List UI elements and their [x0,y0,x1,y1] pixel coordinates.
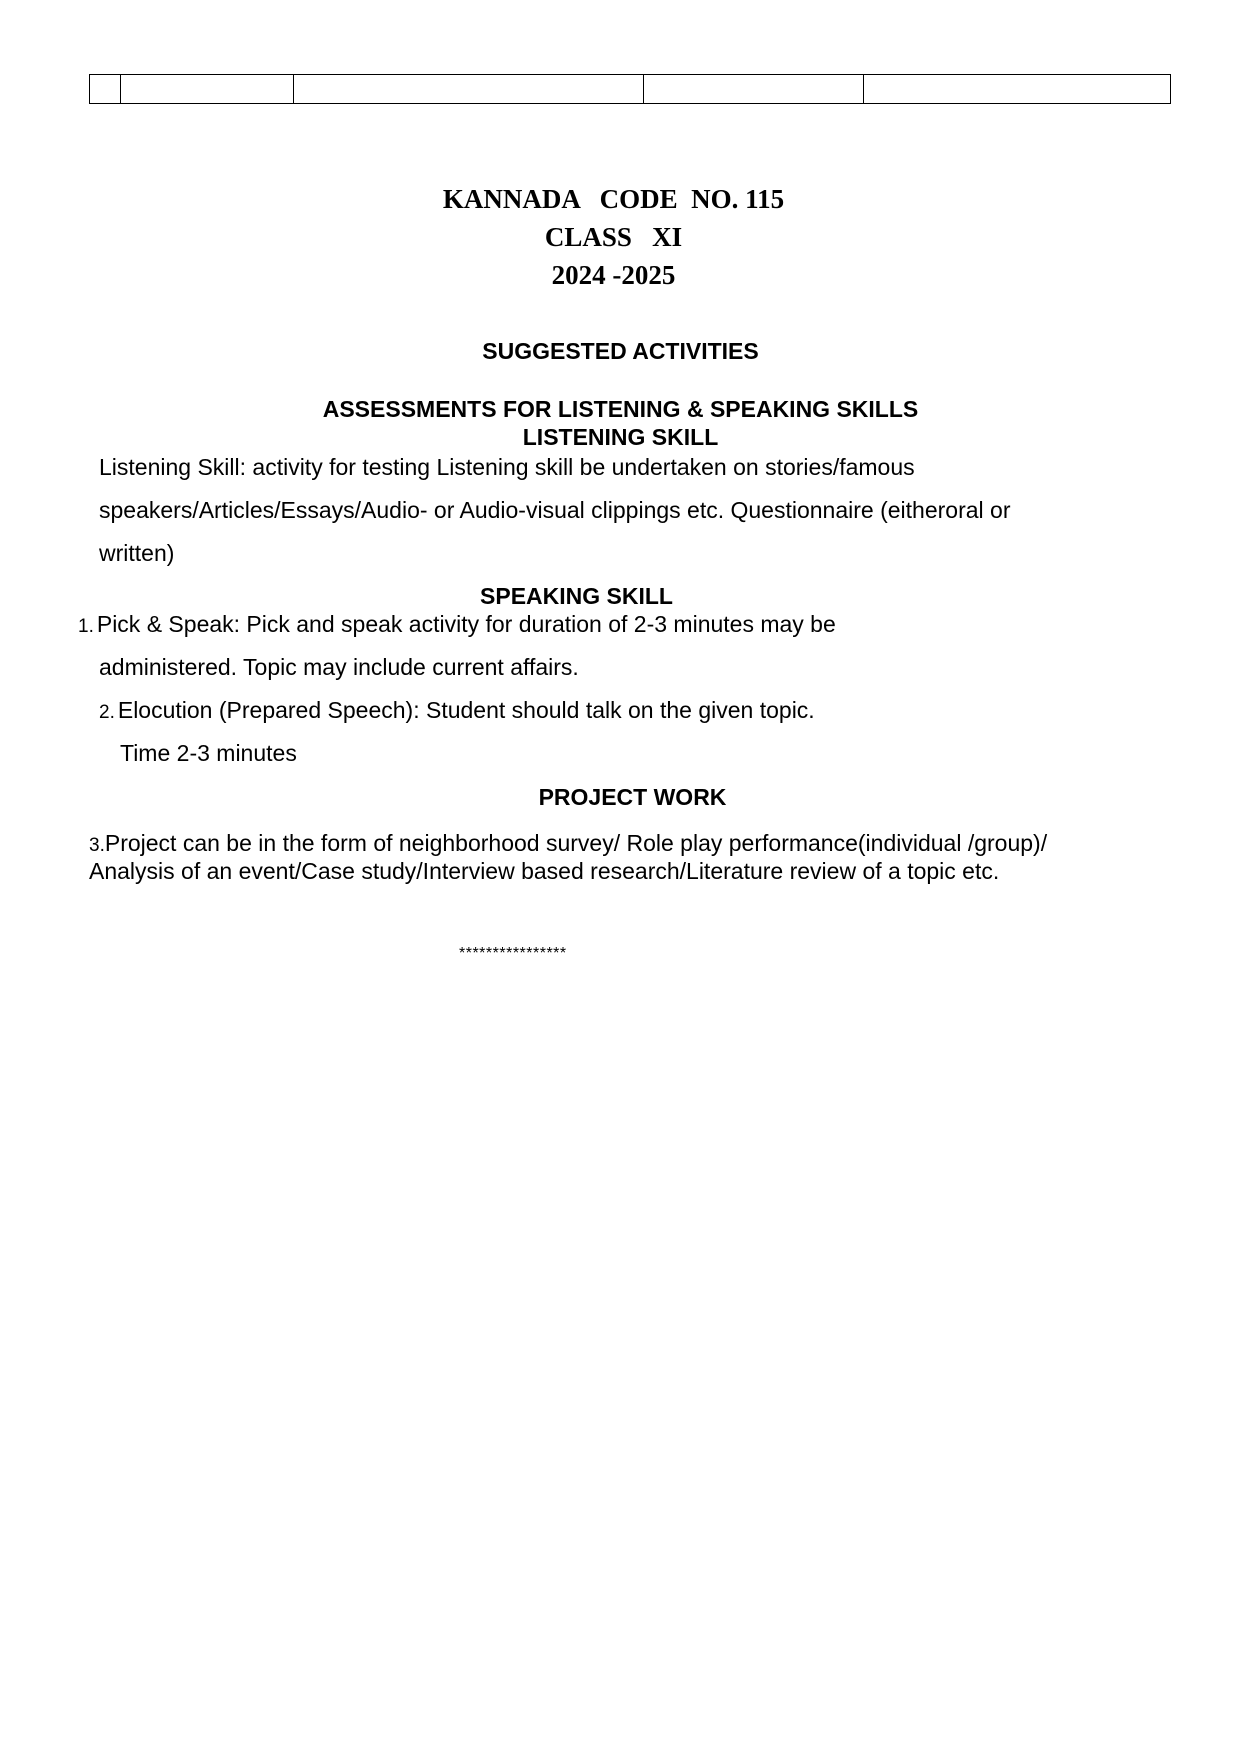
title-line-3: 2024 -2025 [551,260,676,290]
project-item-3-line-2: Analysis of an event/Case study/Interview based research/Literature review of a topic etc. [89,858,1000,884]
speaking-item-2-line-2: Time 2-3 minutes [120,740,297,766]
table-cell [90,75,121,104]
speaking-item-2 [99,699,815,722]
listening-skill-heading: LISTENING SKILL [522,424,719,450]
table-cell [644,75,864,104]
project-item-3 [89,832,1047,855]
speaking-skill-heading: SPEAKING SKILL [480,583,673,609]
speaking-item-1-line-2: administered. Topic may include current affairs. [99,654,579,680]
speaking-item-1-line-1: Pick & Speak: Pick and speak activity for duration of 2-3 minutes may be [96,611,836,637]
assessments-heading: ASSESSMENTS FOR LISTENING & SPEAKING SKILLS [322,396,919,422]
listening-text-line-1: Listening Skill: activity for testing Listening skill be undertaken on stories/famous [99,454,915,480]
table-cell [294,75,644,104]
table-row [90,75,1171,104]
listening-text-line-3: written) [99,540,175,566]
table-cell [864,75,1171,104]
list-number: 1. [78,616,94,637]
top-table-fragment [89,74,1171,104]
table-cell [121,75,294,104]
suggested-activities-heading: SUGGESTED ACTIVITIES [482,338,759,364]
title-line-1: KANNADA CODE NO. 115 [442,184,785,214]
listening-text-line-2: speakers/Articles/Essays/Audio- or Audio-visual clippings etc. Questionnaire (eitheroral or [99,497,1011,523]
speaking-item-2-line-1: Elocution (Prepared Speech): Student should talk on the given topic. [117,697,815,723]
project-work-heading: PROJECT WORK [538,784,727,810]
list-number: 2. [99,702,115,723]
list-number: 3. [89,835,105,856]
project-item-3-line-1: Project can be in the form of neighborhood survey/ Role play performance(individual /group)/ [104,830,1048,856]
end-divider-stars: **************** [459,945,567,962]
title-line-2: CLASS XI [544,222,683,252]
speaking-item-1 [78,613,836,636]
